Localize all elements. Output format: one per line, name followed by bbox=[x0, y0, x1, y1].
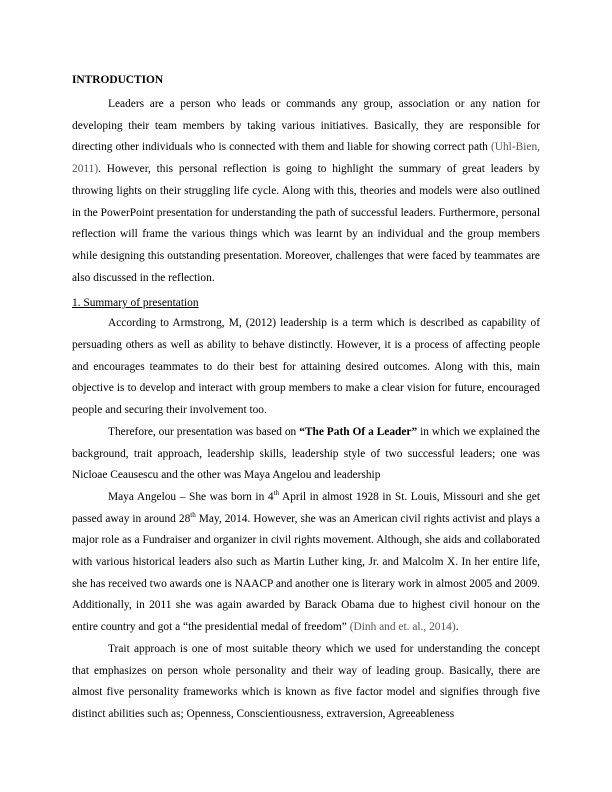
maya-citation: (Dinh and et. al., 2014) bbox=[349, 621, 456, 634]
maya-text-3: May, 2014. However, she was an American civil rights activist and plays a major role as a Fundraiser and organizer in civil rights movement. Although, she aids and collaborated with various historical leaders also such as Martin Luther king, Jr. and Malcolm X. In her entire life, she has received two awards one is NAACP and another one is literary work in almost 2005 and 2009. Additionally, in 2011 she was again awarded by Barack Obama due to highest civil honour on the entire country and got a “the presidential medal of freedom” bbox=[72, 512, 541, 634]
summary-paragraph-2 bbox=[72, 422, 540, 487]
ordinal-suffix-2: th bbox=[190, 510, 196, 519]
maya-text-4: . bbox=[455, 621, 459, 634]
summary-p2-text-1: Therefore, our presentation was based on bbox=[108, 425, 300, 438]
trait-approach-paragraph: Trait approach is one of most suitable theory which we used for understanding the concept that emphasizes on person whole personality and their way of leading group. Basically, there are almost five personality frameworks which is known as five factor model and signifies through five distinct abilities such as; Openness, Conscientiousness, extraversion, Agreeableness bbox=[72, 642, 540, 720]
ordinal-suffix-1: th bbox=[273, 489, 280, 498]
intro-text-part-2: . However, this personal reflection is going to highlight the summary of great leaders by throwing lights on their struggling life cycle. Along with this, theories and models were also outlined in the PowerPoint presentation for understanding the path of successful leaders. Furthermore, personal reflection will frame the various things which was learnt by an individual and the group members while designing this outstanding presentation. Moreover, challenges that were faced by teammates are also discussed in the reflection. bbox=[72, 163, 540, 284]
intro-citation: (Uhl-Bien, 2011) bbox=[72, 141, 540, 176]
summary-section-heading: 1. Summary of presentation bbox=[72, 297, 199, 310]
maya-text-2: April in almost 1928 in St. Louis, Missouri and she get passed away in around 28 bbox=[72, 490, 540, 525]
maya-angelou-paragraph bbox=[72, 487, 540, 639]
summary-p2-text-2: in which we explained the background, trait approach, leadership skills, leadership style of two successful leaders; one was Nicloae Ceausescu and the other was Maya Angelou and leadership bbox=[72, 425, 540, 482]
introduction-heading: INTRODUCTION bbox=[72, 74, 164, 86]
presentation-title: “The Path Of a Leader” bbox=[299, 425, 418, 438]
intro-text-part-1: Leaders are a person who leads or commands any group, association or any nation for developing their team members by taking various initiatives. Basically, they are responsible for directing other individuals who is connected with them and liable for showing correct path bbox=[72, 98, 540, 154]
maya-text-1: Maya Angelou – She was born in 4 bbox=[108, 490, 274, 503]
introduction-paragraph bbox=[72, 94, 540, 289]
summary-paragraph-1: According to Armstrong, M, (2012) leadership is a term which is described as capability of persuading others as well as ability to behave distinctly. However, it is a process of affecting people and encourages teammates to do their best for attaining desired outcomes. Along with this, main objective is to develop and interact with group members to make a clear vision for future, encouraged people and securing their involvement too. bbox=[72, 317, 540, 417]
